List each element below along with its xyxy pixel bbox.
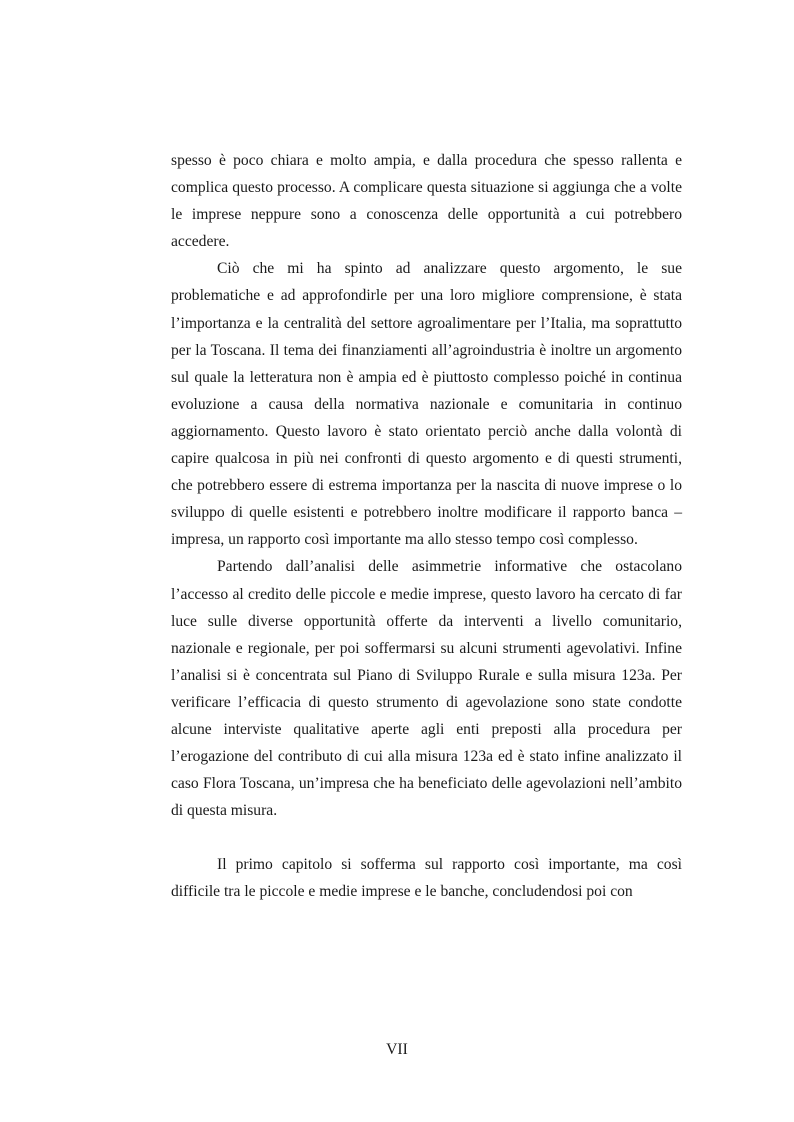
body-text	[171, 147, 682, 906]
page-number: VII	[386, 1041, 408, 1058]
paragraph-motivation: Ciò che mi ha spinto ad analizzare questo argomento, le sue problematiche e ad approfondirle per una loro migliore comprensione, è stata l’importanza e la centralità del settore agroalimentare per l’Italia, ma soprattutto per la Toscana. Il tema dei finanziamenti all’agroindustria è inoltre un argomento sul quale la letteratura non è ampia ed è piuttosto complesso poiché in continua evoluzione a causa della normativa nazionale e comunitaria in continuo aggiornamento. Questo lavoro è stato orientato perciò anche dalla volontà di capire qualcosa in più nei confronti di questo argomento e di questi strumenti, che potrebbero essere di estrema importanza per la nascita di nuove imprese o lo sviluppo di quelle esistenti e potrebbero inoltre modificare il rapporto banca – impresa, un rapporto così importante ma allo stesso tempo così complesso.	[171, 260, 682, 549]
paragraph-methodology: Partendo dall’analisi delle asimmetrie informative che ostacolano l’accesso al credito delle piccole e medie imprese, questo lavoro ha cercato di far luce sulle diverse opportunità offerte da interventi a livello comunitario, nazionale e regionale, per poi soffermarsi su alcuni strumenti agevolativi. Infine l’analisi si è concentrata sul Piano di Sviluppo Rurale e sulla misura 123a. Per verificare l’efficacia di questo strumento di agevolazione sono state condotte alcune interviste qualitative aperte agli enti preposti alla procedura per l’erogazione del contributo di cui alla misura 123a ed è stato infine analizzato il caso Flora Toscana, un’impresa che ha beneficiato delle agevolazioni nell’ambito di questa misura.	[171, 558, 682, 820]
paragraph-chapter-one: Il primo capitolo si sofferma sul rapporto così importante, ma così difficile tra le piccole e medie imprese e le banche, concludendosi poi con	[171, 856, 682, 901]
paragraph-continuation: spesso è poco chiara e molto ampia, e dalla procedura che spesso rallenta e complica questo processo. A complicare questa situazione si aggiunga che a volte le imprese neppure sono a conoscenza delle opportunità a cui potrebbero accedere.	[171, 152, 682, 251]
